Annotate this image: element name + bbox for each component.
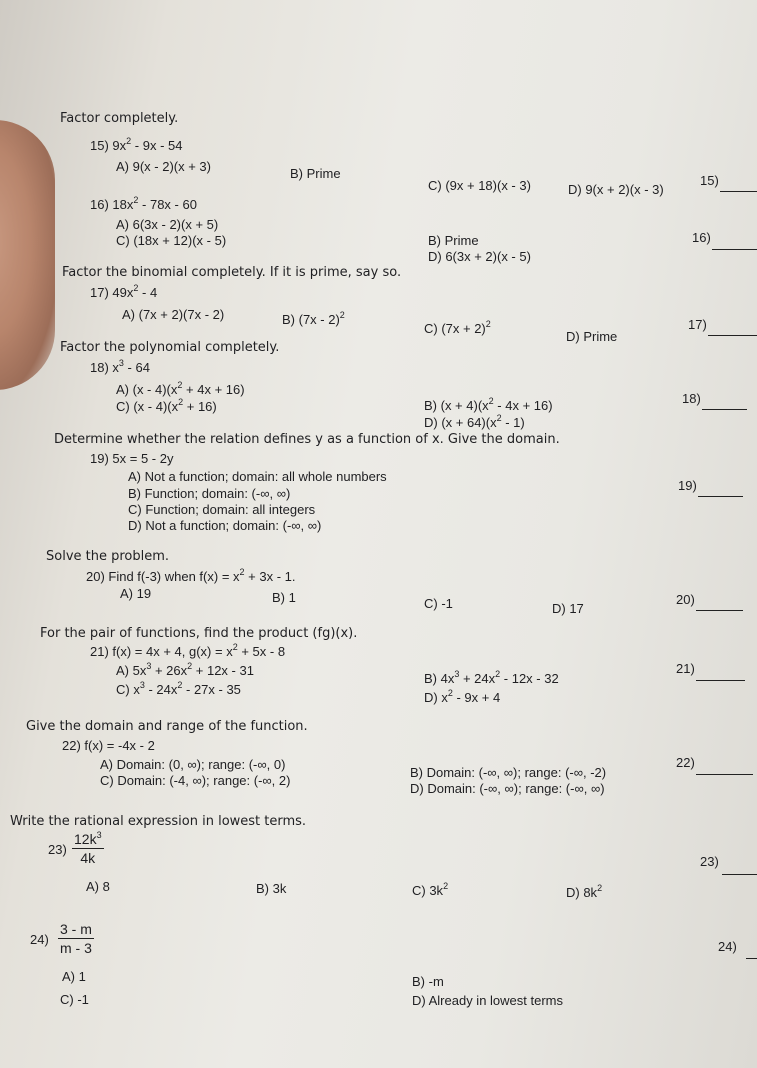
q15-option-a[interactable]: A) 9(x - 2)(x + 3) — [116, 159, 211, 174]
q16-answer-blank[interactable] — [712, 236, 757, 250]
q24-numerator: 3 - m — [60, 921, 92, 937]
question-17-prompt: 17) $49x^2 - 4$ — [90, 283, 158, 300]
q17-option-d[interactable]: D) Prime — [566, 329, 618, 344]
q17-answer-label: 17) — [688, 317, 707, 332]
q24-option-d[interactable]: D) Already in lowest terms — [412, 993, 563, 1008]
q23-answer-label: 23) — [700, 854, 719, 869]
section-heading: Solve the problem. — [46, 549, 170, 564]
q17-answer-blank[interactable] — [708, 322, 757, 336]
q17-option-c[interactable]: C) $(7x + 2)^2$ — [424, 319, 491, 336]
section-heading: Write the rational expression in lowest terms. — [10, 814, 307, 829]
section-heading: Factor completely. — [60, 111, 179, 126]
q18-option-b[interactable]: B) $(x + 4)(x^2 - 4x + 16)$ — [424, 396, 553, 413]
q21-answer-blank[interactable] — [696, 667, 745, 681]
q22-answer-blank[interactable] — [696, 761, 753, 775]
q22-answer-label: 22) — [676, 755, 695, 770]
q22-option-c[interactable]: C) Domain: (-4, ∞); range: (-∞, 2) — [100, 773, 291, 788]
q24-answer-blank[interactable] — [746, 945, 757, 959]
q16-option-a[interactable]: A) 6(3x - 2)(x + 5) — [116, 217, 219, 232]
q16-answer-label: 16) — [692, 230, 711, 245]
q20-option-d[interactable]: D) 17 — [552, 601, 584, 616]
section-heading: Give the domain and range of the function. — [26, 719, 308, 734]
q24-answer-label: 24) — [718, 939, 737, 954]
q21-option-d[interactable]: D) $x^2 - 9x + 4$ — [424, 688, 501, 705]
q18-answer-label: 18) — [682, 391, 701, 406]
question-22-prompt: 22) f(x) = -4x - 2 — [62, 738, 155, 753]
q18-option-a[interactable]: A) $(x - 4)(x^2 + 4x + 16)$ — [116, 380, 245, 397]
q16-option-b[interactable]: B) Prime — [428, 233, 479, 248]
question-21-prompt: 21) f(x) = 4x + 4, $g(x) = x^2 + 5x - 8$ — [90, 642, 286, 659]
q18-answer-blank[interactable] — [702, 396, 747, 410]
section-heading: For the pair of functions, find the product (fg)(x). — [40, 626, 358, 641]
section-heading: Factor the binomial completely. If it is prime, say so. — [62, 265, 402, 280]
question-24-number: 24) — [30, 932, 49, 947]
q15-option-d[interactable]: D) 9(x + 2)(x - 3) — [568, 182, 664, 197]
q19-option-b[interactable]: B) Function; domain: (-∞, ∞) — [128, 486, 291, 501]
question-19-prompt: 19) 5x = 5 - 2y — [90, 451, 174, 466]
q24-fraction — [58, 922, 94, 955]
question-15-prompt: 15) $9x^2 - 9x - 54$ — [90, 136, 183, 153]
q20-answer-blank[interactable] — [696, 597, 743, 611]
q23-option-c[interactable]: C) $3k^2$ — [412, 881, 449, 898]
q21-option-b[interactable]: B) $4x^3 + 24x^2 - 12x - 32$ — [424, 669, 559, 686]
q19-answer-label: 19) — [678, 478, 697, 493]
section-heading: Factor the polynomial completely. — [60, 340, 280, 355]
question-18-prompt: 18) $x^3 - 64$ — [90, 358, 150, 375]
q22-option-b[interactable]: B) Domain: (-∞, ∞); range: (-∞, -2) — [410, 765, 607, 780]
q19-option-a[interactable]: A) Not a function; domain: all whole numbers — [128, 469, 387, 484]
question-23-number: 23) — [48, 842, 67, 857]
q15-option-b[interactable]: B) Prime — [290, 166, 341, 181]
q15-answer-label: 15) — [700, 173, 719, 188]
q22-option-d[interactable]: D) Domain: (-∞, ∞); range: (-∞, ∞) — [410, 781, 605, 796]
q17-option-b[interactable]: B) (7x - 2)$^2$ — [282, 310, 345, 327]
q19-answer-blank[interactable] — [698, 483, 743, 497]
q19-option-c[interactable]: C) Function; domain: all integers — [128, 502, 316, 517]
thumb-in-photo — [0, 120, 55, 390]
q23-denominator: 4k — [80, 850, 96, 866]
q16-option-d[interactable]: D) 6(3x + 2)(x - 5) — [428, 249, 531, 264]
q23-option-b[interactable]: B) 3k — [256, 881, 287, 896]
q23-fraction — [72, 832, 104, 865]
q18-option-c[interactable]: C) $(x - 4)(x^2 + 16)$ — [116, 397, 217, 414]
q19-option-d[interactable]: D) Not a function; domain: (-∞, ∞) — [128, 518, 322, 533]
q23-numerator: $12k^3$ — [74, 830, 102, 847]
q24-option-c[interactable]: C) -1 — [60, 992, 89, 1007]
q17-option-a[interactable]: A) (7x + 2)(7x - 2) — [122, 307, 225, 322]
q23-option-a[interactable]: A) 8 — [86, 879, 110, 894]
section-heading: Determine whether the relation defines y as a function of x. Give the domain. — [54, 432, 560, 447]
q21-option-a[interactable]: A) $5x^3 + 26x^2 + 12x - 31$ — [116, 661, 254, 678]
q24-option-a[interactable]: A) 1 — [62, 969, 86, 984]
q22-option-a[interactable]: A) Domain: (0, ∞); range: (-∞, 0) — [100, 757, 286, 772]
q21-answer-label: 21) — [676, 661, 695, 676]
q20-option-c[interactable]: C) -1 — [424, 596, 453, 611]
q15-option-c[interactable]: C) (9x + 18)(x - 3) — [428, 178, 531, 193]
q16-option-c[interactable]: C) (18x + 12)(x - 5) — [116, 233, 227, 248]
q24-option-b[interactable]: B) -m — [412, 974, 444, 989]
q21-option-c[interactable]: C) $x^3 - 24x^2 - 27x - 35$ — [116, 680, 241, 697]
q24-denominator: m - 3 — [60, 940, 92, 956]
question-16-prompt: 16) $18x^2 - 78x - 60$ — [90, 195, 197, 212]
q20-option-b[interactable]: B) 1 — [272, 590, 296, 605]
q20-option-a[interactable]: A) 19 — [120, 586, 152, 601]
q18-option-d[interactable]: D) $(x + 64)(x^2 - 1)$ — [424, 413, 525, 430]
question-20-prompt: 20) Find f(-3) when $f(x) = x^2 + 3x - 1$. — [86, 567, 296, 584]
q23-answer-blank[interactable] — [722, 861, 757, 875]
q20-answer-label: 20) — [676, 592, 695, 607]
q15-answer-blank[interactable] — [720, 178, 757, 192]
q23-option-d[interactable]: D) $8k^2$ — [566, 883, 603, 900]
